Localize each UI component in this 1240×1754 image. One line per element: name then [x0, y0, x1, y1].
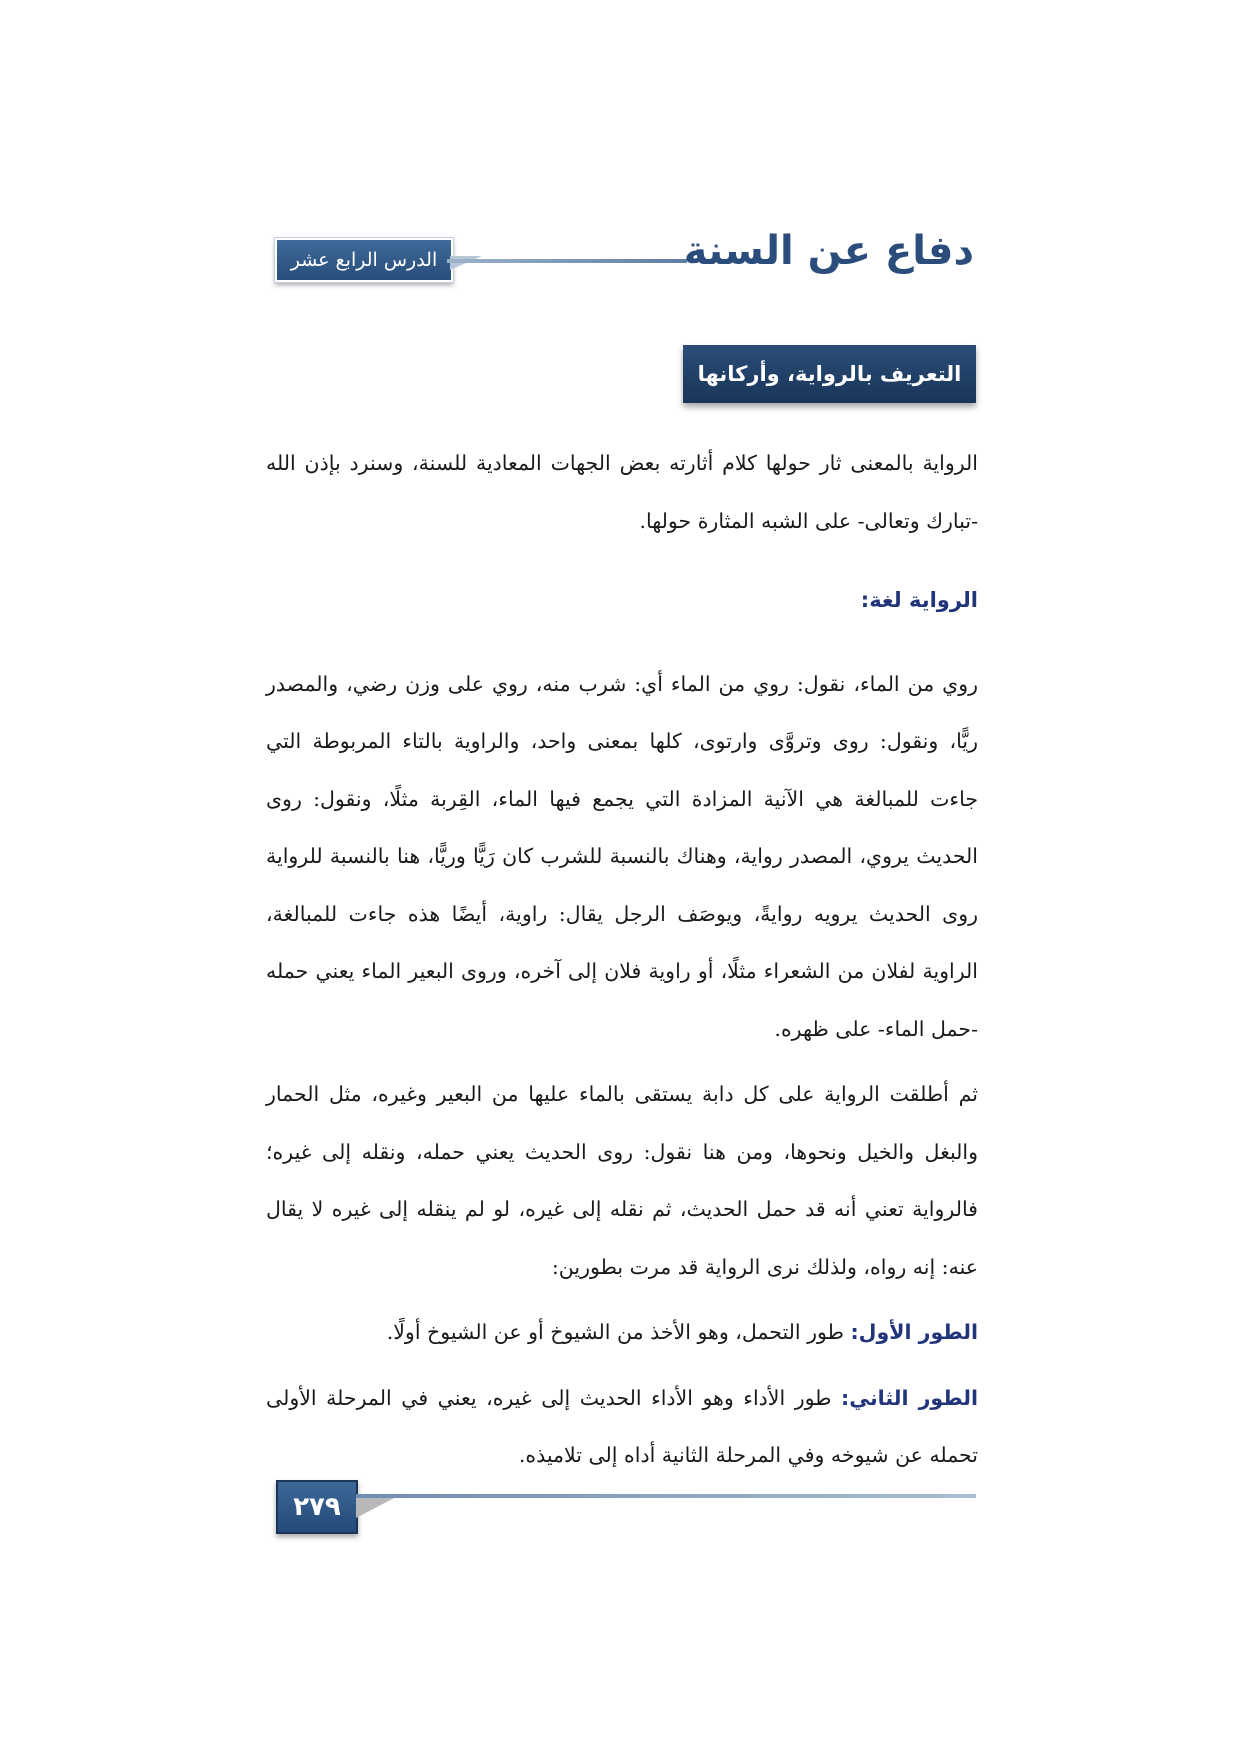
stage-two-label: الطور الثاني:	[841, 1385, 978, 1410]
intro-paragraph: الرواية بالمعنى ثار حولها كلام أثارته بعض الجهات المعادية للسنة، وسنرد بإذن الله -تبارك وتعالى- على الشبه المثارة حولها.	[266, 451, 978, 533]
page-number: ٢٧٩	[276, 1480, 358, 1534]
stage-one-text: طور التحمل، وهو الأخذ من الشيوخ أو عن الشيوخ أولًا.	[386, 1320, 844, 1344]
subheading-linguistic-definition: الرواية لغة:	[860, 588, 978, 612]
footer-wedge-decoration	[356, 1496, 398, 1518]
page-content	[266, 435, 978, 1493]
page-footer	[276, 1480, 976, 1536]
stage-two-text: طور الأداء وهو الأداء الحديث إلى غيره، يعني في المرحلة الأولى تحمله عن شيوخه وفي المرحلة الثانية أداه إلى تلاميذه.	[266, 1385, 978, 1467]
usage-paragraph: ثم أطلقت الرواية على كل دابة يستقى بالماء عليها من البعير وغيره، مثل الحمار والبغل والخيل ونحوها، ومن هنا نقول: روى الحديث يعني حمله، ونقله إلى غيره؛ فالرواية تعني أنه قد حمل الحديث، ثم نقله إلى غيره، لو لم ينقله إلى غيره لا يقال عنه: إنه رواه، ولذلك نرى الرواية قد مرت بطورين:	[266, 1082, 978, 1279]
lesson-badge: الدرس الرابع عشر	[275, 238, 453, 282]
stage-two-paragraph	[266, 1370, 978, 1485]
section-title-banner: التعريف بالرواية، وأركانها	[683, 345, 976, 403]
page-header	[272, 228, 974, 288]
stage-one-paragraph	[266, 1304, 978, 1362]
footer-rule	[356, 1494, 976, 1498]
header-rule	[447, 259, 687, 263]
definition-paragraph: روي من الماء، نقول: روي من الماء أي: شرب منه، روي على وزن رضي، والمصدر ريًّا، ونقول: روى وتروَّى وارتوى، كلها بمعنى واحد، والراوية بالتاء المربوطة التي جاءت للمبالغة هي الآنية المزادة التي يجمع فيها الماء، القِربة مثلًا، ونقول: روى الحديث يروي، المصدر رواية، وهناك بالنسبة للشرب كان رَيًّا وريًّا، هنا بالنسبة للرواية روى الحديث يرويه روايةً، ويوصَف الرجل يقال: راوية، أيضًا هذه جاءت للمبالغة، الراوية لفلان من الشعراء مثلًا، أو راوية فلان إلى آخره، وروى البعير الماء يعني حمله -حمل الماء- على ظهره.	[266, 671, 978, 1041]
stage-one-label: الطور الأول:	[850, 1320, 978, 1344]
book-title: دفاع عن السنة	[683, 228, 974, 274]
